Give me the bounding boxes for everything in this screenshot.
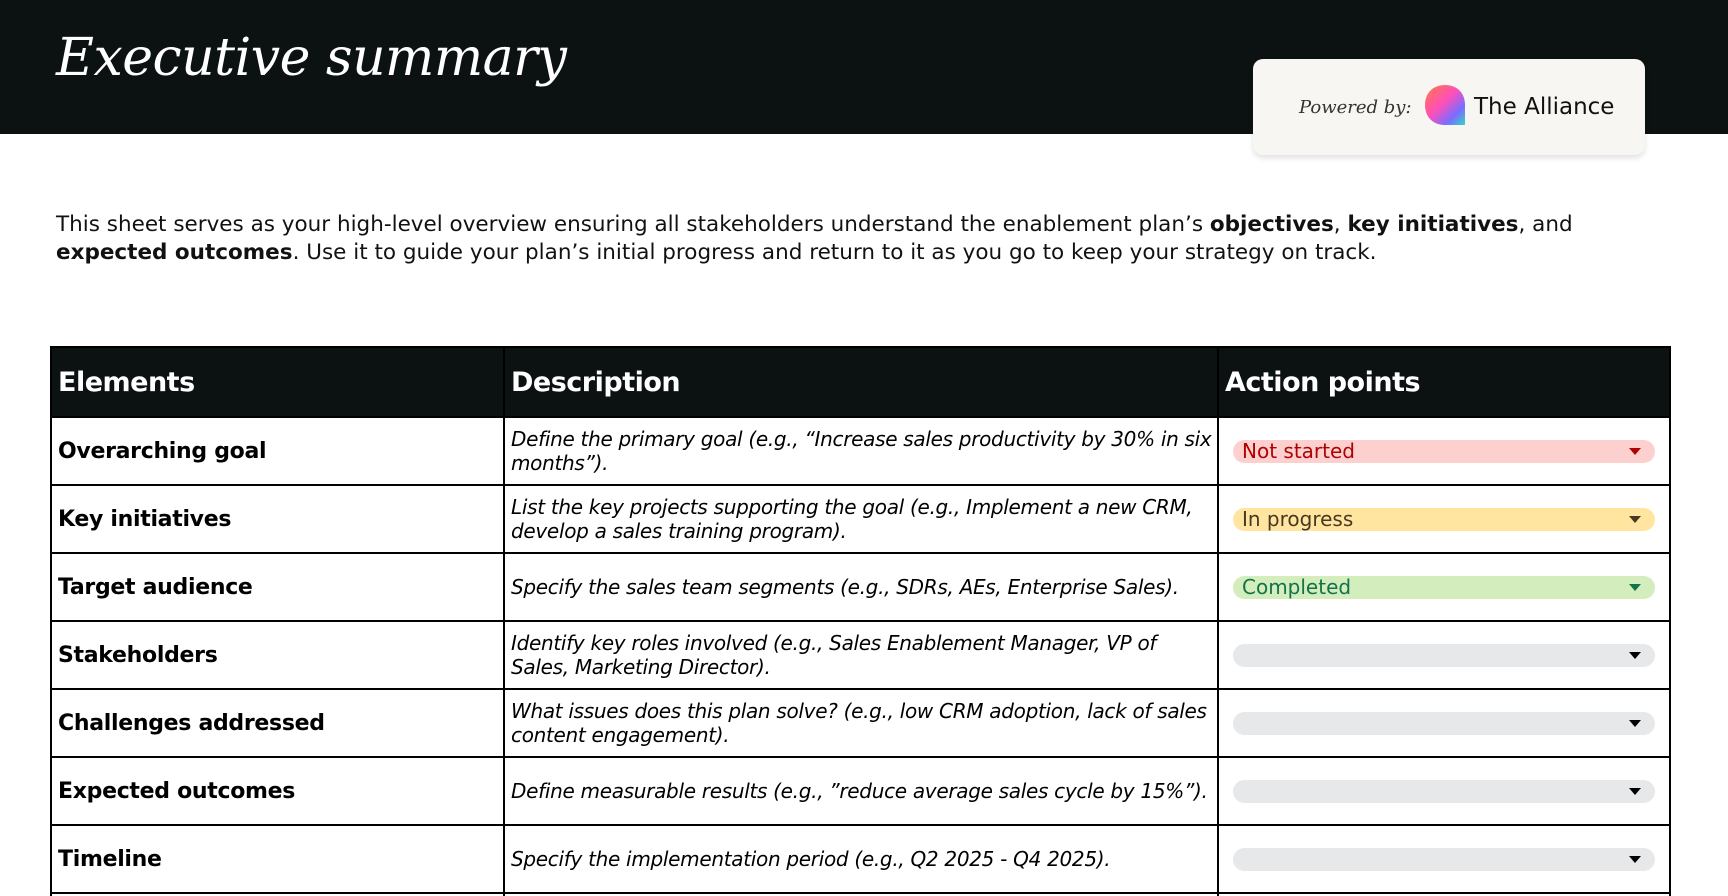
status-value: Completed (1242, 574, 1352, 599)
caret-down-icon (1629, 652, 1641, 659)
column-header-elements: Elements (51, 347, 504, 417)
description-cell[interactable]: Specify the implementation period (e.g., Q2 2025 - Q4 2025). (504, 825, 1218, 893)
description-cell[interactable]: Define the primary goal (e.g., “Increase sales productivity by 30% in six months”). (504, 417, 1218, 485)
description-cell[interactable]: Identify key roles involved (e.g., Sales Enablement Manager, VP of Sales, Marketing Director). (504, 621, 1218, 689)
element-cell[interactable]: Target audience (51, 553, 504, 621)
status-dropdown[interactable] (1233, 508, 1655, 531)
caret-down-icon (1629, 516, 1641, 523)
intro-text-part: . Use it to guide your plan’s initial progress and return to it as you go to keep your strategy on track. (292, 240, 1377, 265)
column-header-action-points: Action points (1218, 347, 1670, 417)
description-cell[interactable]: Define measurable results (e.g., ”reduce average sales cycle by 15%”). (504, 757, 1218, 825)
description-cell[interactable]: Specify the sales team segments (e.g., SDRs, AEs, Enterprise Sales). (504, 553, 1218, 621)
table-row (51, 485, 1670, 553)
element-cell[interactable]: Overarching goal (51, 417, 504, 485)
intro-text-part: This sheet serves as your high-level overview ensuring all stakeholders understand the enablement plan’s (56, 212, 1210, 237)
description-cell[interactable]: List the key projects supporting the goal (e.g., Implement a new CRM, develop a sales training program). (504, 485, 1218, 553)
element-cell[interactable]: Expected outcomes (51, 757, 504, 825)
action-cell (1218, 485, 1670, 553)
status-dropdown[interactable] (1233, 848, 1655, 871)
table-row (51, 689, 1670, 757)
gradient-blob-logo-icon (1424, 84, 1466, 126)
status-dropdown[interactable] (1233, 440, 1655, 463)
table-row (51, 621, 1670, 689)
caret-down-icon (1629, 856, 1641, 863)
action-cell (1218, 825, 1670, 893)
action-cell (1218, 553, 1670, 621)
status-dropdown[interactable] (1233, 644, 1655, 667)
column-header-description: Description (504, 347, 1218, 417)
element-cell[interactable]: Timeline (51, 825, 504, 893)
caret-down-icon (1629, 720, 1641, 727)
status-value: In progress (1242, 506, 1354, 531)
intro-text (56, 211, 1666, 267)
element-cell[interactable]: Challenges addressed (51, 689, 504, 757)
action-cell (1218, 417, 1670, 485)
intro-bold-key-initiatives: key initiatives (1347, 212, 1519, 237)
element-cell[interactable]: Stakeholders (51, 621, 504, 689)
table-row (51, 417, 1670, 485)
description-cell[interactable]: What issues does this plan solve? (e.g., low CRM adoption, lack of sales content engagement). (504, 689, 1218, 757)
action-cell (1218, 757, 1670, 825)
caret-down-icon (1629, 788, 1641, 795)
powered-by-card[interactable] (1253, 59, 1645, 155)
table-row (51, 757, 1670, 825)
brand-name: The Alliance (1474, 94, 1615, 120)
table-header-row (51, 347, 1670, 417)
status-dropdown[interactable] (1233, 712, 1655, 735)
intro-bold-objectives: objectives (1209, 212, 1334, 237)
status-value: Not started (1242, 438, 1355, 463)
intro-separator: , and (1518, 212, 1573, 237)
table-row (51, 553, 1670, 621)
page-title: Executive summary (56, 28, 567, 88)
action-cell (1218, 689, 1670, 757)
caret-down-icon (1629, 448, 1641, 455)
status-dropdown[interactable] (1233, 780, 1655, 803)
action-cell (1218, 621, 1670, 689)
intro-separator: , (1333, 212, 1348, 237)
caret-down-icon (1629, 584, 1641, 591)
intro-bold-expected-outcomes: expected outcomes (56, 240, 293, 265)
powered-by-label: Powered by: (1299, 97, 1412, 118)
status-dropdown[interactable] (1233, 576, 1655, 599)
element-cell[interactable]: Key initiatives (51, 485, 504, 553)
summary-table (50, 346, 1671, 896)
table-row (51, 825, 1670, 893)
